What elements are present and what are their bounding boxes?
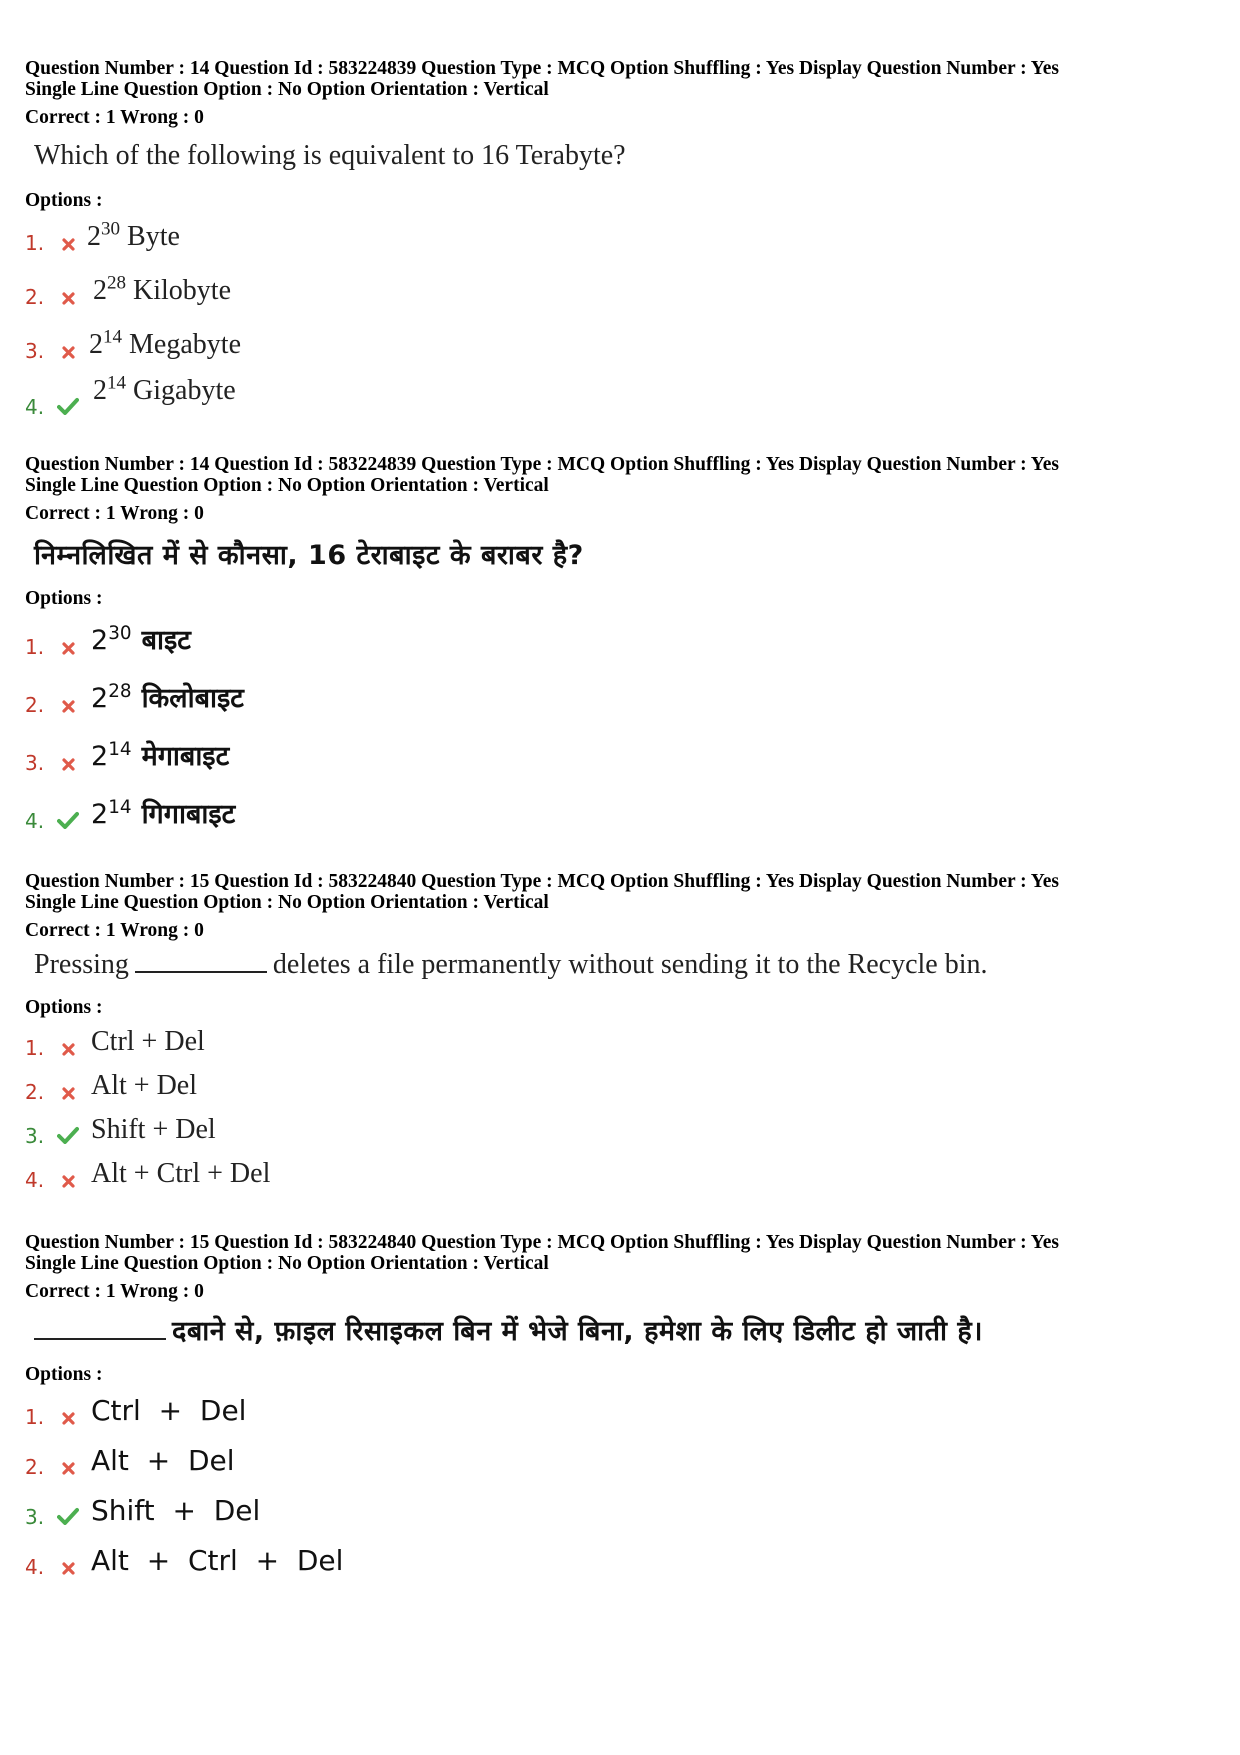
option-1 xyxy=(25,1024,1215,1060)
question-meta-line1: Question Number : 15 Question Id : 583224840 Question Type : MCQ Option Shuffling : Yes Display Question Number : Yes xyxy=(25,1232,1059,1253)
option-text: $2^{14}$ मेगाबाइट xyxy=(91,739,230,772)
option-text: Shift + Del xyxy=(91,1494,261,1527)
score-line: Correct : 1 Wrong : 0 xyxy=(25,1281,204,1302)
cross-icon xyxy=(53,1087,83,1104)
cross-icon xyxy=(53,292,83,309)
options-label: Options : xyxy=(25,1364,103,1385)
cross-icon xyxy=(53,1562,83,1579)
question-block xyxy=(25,58,1215,419)
option-number: 1. xyxy=(25,635,45,659)
option-text: Ctrl + Del xyxy=(91,1026,205,1057)
question-meta-line1: Question Number : 15 Question Id : 583224840 Question Type : MCQ Option Shuffling : Yes Display Question Number : Yes xyxy=(25,871,1059,892)
check-icon xyxy=(53,1126,83,1148)
option-text: $2^{30}$ Byte xyxy=(87,218,180,252)
question-meta-line2: Single Line Question Option : No Option Orientation : Vertical xyxy=(25,1253,549,1274)
option-number: 2. xyxy=(25,1455,45,1479)
option-2 xyxy=(25,1443,1215,1479)
cross-icon xyxy=(53,238,83,255)
option-text: Shift + Del xyxy=(91,1114,216,1145)
option-text: $2^{30}$ बाइट xyxy=(91,623,191,656)
question-text-before: Pressing xyxy=(34,949,129,980)
question-meta-line2: Single Line Question Option : No Option Orientation : Vertical xyxy=(25,475,549,496)
option-number: 2. xyxy=(25,693,45,717)
question-text xyxy=(34,947,1215,983)
cross-icon xyxy=(53,1462,83,1479)
cross-icon xyxy=(53,700,83,717)
option-number: 4. xyxy=(25,809,45,833)
question-meta-line2: Single Line Question Option : No Option Orientation : Vertical xyxy=(25,79,549,100)
option-2 xyxy=(25,273,1215,309)
options-label: Options : xyxy=(25,190,103,211)
option-number: 4. xyxy=(25,1555,45,1579)
option-text: $2^{14}$ Gigabyte xyxy=(93,372,236,406)
option-2 xyxy=(25,1068,1215,1104)
option-number: 3. xyxy=(25,751,45,775)
option-text: $2^{14}$ गिगाबाइट xyxy=(91,797,236,830)
option-number: 3. xyxy=(25,339,45,363)
option-text: $2^{28}$ Kilobyte xyxy=(93,272,232,306)
options-label: Options : xyxy=(25,588,103,609)
question-text xyxy=(34,1314,1215,1350)
option-number: 3. xyxy=(25,1124,45,1148)
cross-icon xyxy=(53,1043,83,1060)
option-text: Ctrl + Del xyxy=(91,1394,247,1427)
option-3 xyxy=(25,327,1215,363)
option-text: Alt + Del xyxy=(91,1444,235,1477)
option-text: Alt + Ctrl + Del xyxy=(91,1158,271,1189)
option-text: Alt + Del xyxy=(91,1070,197,1101)
question-block xyxy=(25,1232,1215,1579)
option-3 xyxy=(25,1112,1215,1148)
options-label: Options : xyxy=(25,997,103,1018)
option-4 xyxy=(25,797,1215,833)
option-number: 2. xyxy=(25,1080,45,1104)
check-icon xyxy=(53,1507,83,1529)
question-text: Which of the following is equivalent to 16 Terabyte? xyxy=(34,140,626,171)
question-meta-line2: Single Line Question Option : No Option Orientation : Vertical xyxy=(25,892,549,913)
option-number: 1. xyxy=(25,1405,45,1429)
option-number: 2. xyxy=(25,285,45,309)
question-text-after: deletes a file permanently without sending it to the Recycle bin. xyxy=(272,949,988,980)
option-3 xyxy=(25,1493,1215,1529)
check-icon xyxy=(53,811,83,833)
cross-icon xyxy=(53,1175,83,1192)
question-paper xyxy=(25,58,1215,1579)
score-line: Correct : 1 Wrong : 0 xyxy=(25,107,204,128)
option-3 xyxy=(25,739,1215,775)
option-text: $2^{28}$ किलोबाइट xyxy=(91,681,244,714)
option-number: 4. xyxy=(25,1168,45,1192)
option-text: Alt + Ctrl + Del xyxy=(91,1544,344,1577)
score-line: Correct : 1 Wrong : 0 xyxy=(25,920,204,941)
score-line: Correct : 1 Wrong : 0 xyxy=(25,503,204,524)
question-block xyxy=(25,871,1215,1192)
cross-icon xyxy=(53,758,83,775)
option-1 xyxy=(25,623,1215,659)
cross-icon xyxy=(53,1412,83,1429)
option-4 xyxy=(25,372,1215,419)
option-number: 4. xyxy=(25,395,45,419)
cross-icon xyxy=(53,642,83,659)
option-number: 3. xyxy=(25,1505,45,1529)
option-1 xyxy=(25,1393,1215,1429)
question-text: निम्नलिखित में से कौनसा, 16 टेराबाइट के बराबर है? xyxy=(34,540,584,571)
option-4 xyxy=(25,1543,1215,1579)
question-meta-line1: Question Number : 14 Question Id : 583224839 Question Type : MCQ Option Shuffling : Yes Display Question Number : Yes xyxy=(25,454,1059,475)
answer-blank xyxy=(135,947,267,973)
cross-icon xyxy=(53,346,83,363)
question-meta-line1: Question Number : 14 Question Id : 583224839 Question Type : MCQ Option Shuffling : Yes Display Question Number : Yes xyxy=(25,58,1059,79)
option-number: 1. xyxy=(25,231,45,255)
option-text: $2^{14}$ Megabyte xyxy=(89,326,241,360)
check-icon xyxy=(53,397,83,419)
option-4 xyxy=(25,1156,1215,1192)
question-text-after: दबाने से, फ़ाइल रिसाइकल बिन में भेजे बिना, हमेशा के लिए डिलीट हो जाती है। xyxy=(172,1316,983,1347)
option-1 xyxy=(25,219,1215,255)
option-2 xyxy=(25,681,1215,717)
question-block xyxy=(25,454,1215,833)
option-number: 1. xyxy=(25,1036,45,1060)
answer-blank xyxy=(34,1314,166,1340)
